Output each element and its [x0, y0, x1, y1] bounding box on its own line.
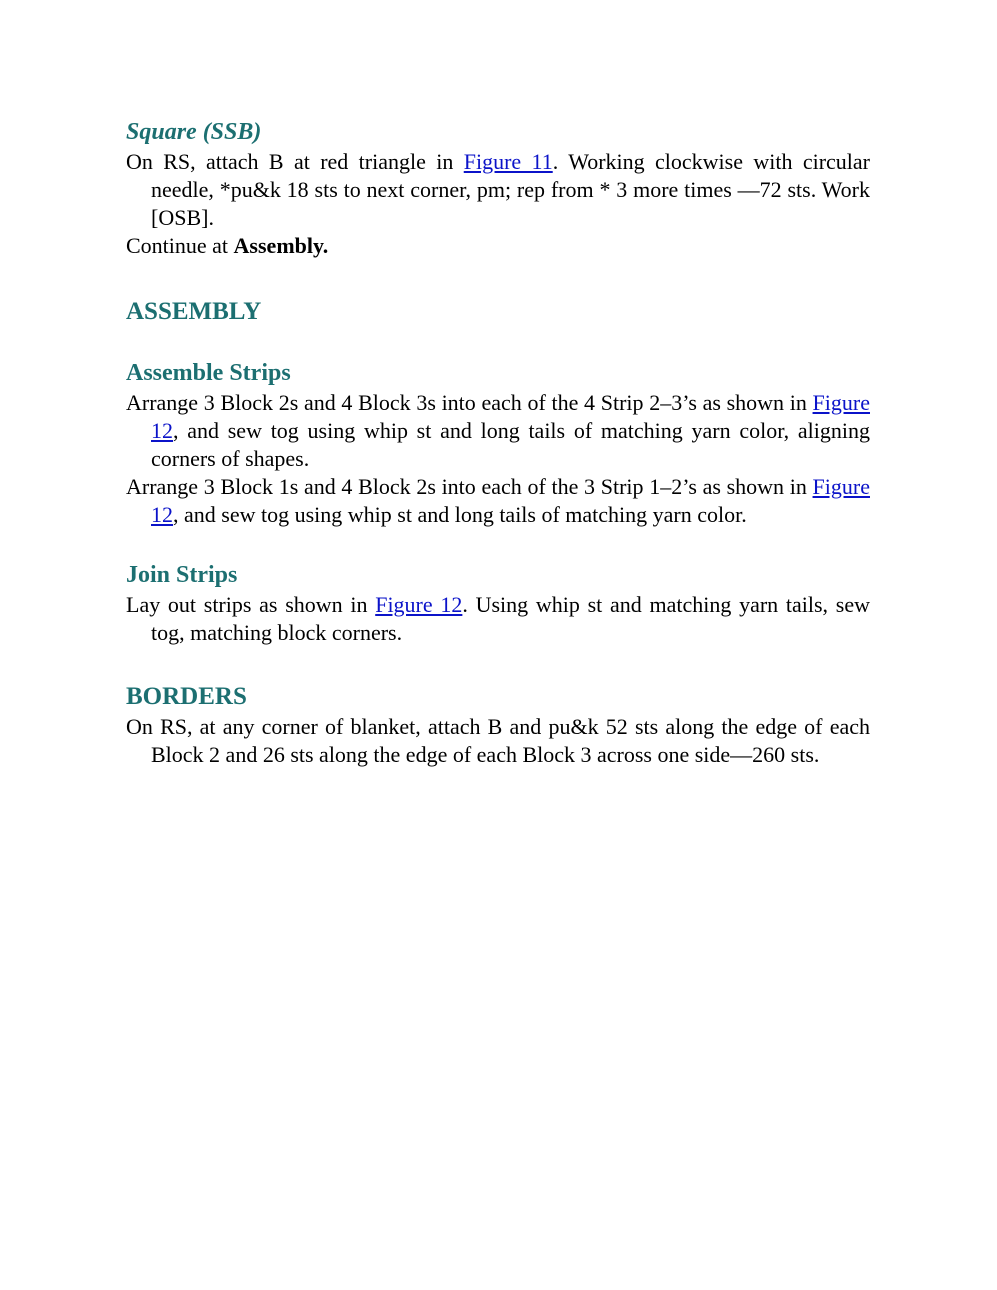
- assemble-text-1: Arrange 3 Block 2s and 4 Block 3s into each of the 4 Strip 2–3’s as shown in: [126, 390, 813, 415]
- borders-heading: BORDERS: [126, 683, 247, 710]
- join-text-1: Lay out strips as shown in: [126, 592, 376, 617]
- document-page: [126, 116, 870, 769]
- assemble-text-4: , and sew tog using whip st and long tails of matching yarn color.: [173, 502, 747, 527]
- square-text-1: On RS, attach B at red triangle in: [126, 149, 464, 174]
- continue-text: Continue at: [126, 233, 234, 258]
- square-paragraph-1: [126, 148, 870, 232]
- join-strips-heading: Join Strips: [126, 562, 238, 588]
- assembly-reference: Assembly.: [233, 233, 329, 258]
- assemble-strips-paragraph-2: [126, 473, 870, 529]
- borders-paragraph: On RS, at any corner of blanket, attach B and pu&k 52 sts along the edge of each Block 2 and 26 sts along the edge of each Block 3 across one side—260 sts.: [126, 714, 870, 767]
- figure-12-link[interactable]: Figure 12: [151, 474, 870, 527]
- assemble-strips-heading: Assemble Strips: [126, 360, 291, 386]
- square-paragraph-2: [126, 232, 870, 260]
- figure-11-link[interactable]: Figure 11: [463, 149, 553, 174]
- square-heading: Square (SSB): [126, 119, 262, 145]
- square-text-2: . Working clockwise with circular needle, *pu&k 18 sts to next corner, pm; rep from * 3 more times —72 sts. Work [OSB].: [151, 149, 871, 230]
- join-strips-paragraph: [126, 591, 870, 647]
- assemble-strips-paragraph-1: [126, 389, 870, 473]
- figure-12-link[interactable]: Figure 12: [151, 390, 870, 443]
- join-text-2: . Using whip st and matching yarn tails, sew tog, matching block corners.: [151, 592, 870, 645]
- assemble-text-2: , and sew tog using whip st and long tails of matching yarn color, aligning corners of shapes.: [151, 418, 870, 471]
- assemble-text-3: Arrange 3 Block 1s and 4 Block 2s into each of the 3 Strip 1–2’s as shown in: [126, 474, 813, 499]
- figure-12-link[interactable]: Figure 12: [375, 592, 463, 617]
- assembly-heading: ASSEMBLY: [126, 298, 262, 325]
